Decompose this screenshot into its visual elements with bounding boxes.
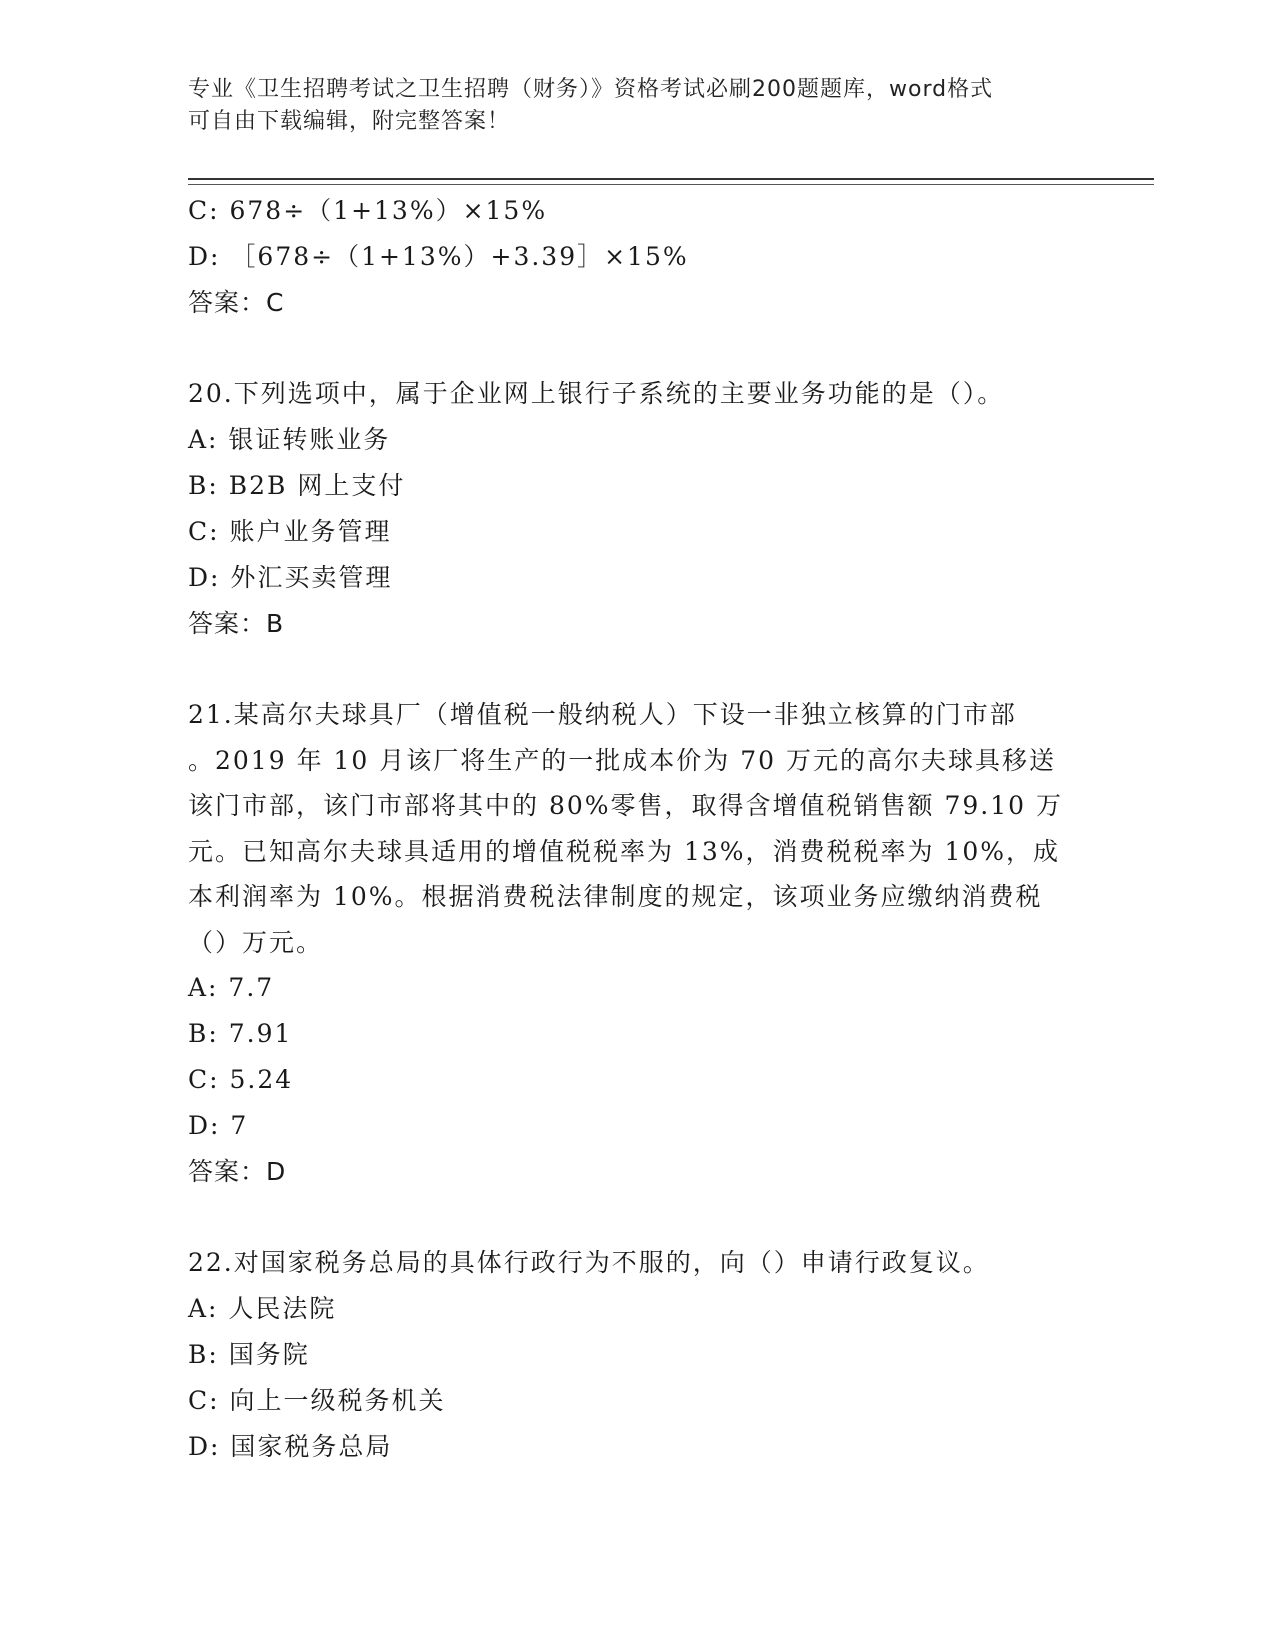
spacer <box>188 647 1088 692</box>
question-20 <box>188 371 1088 647</box>
option-d: D: ［678÷（1+13%）+3.39］×15% <box>188 242 689 271</box>
question-stem-line: 元。已知高尔夫球具适用的增值税税率为 13%，消费税税率为 10%，成 <box>188 836 1061 866</box>
option-c: C: 5.24 <box>188 1065 294 1094</box>
question-22 <box>188 1240 1088 1470</box>
option-c: C: 账户业务管理 <box>188 517 392 546</box>
question-stem <box>188 692 1088 965</box>
question-19-tail <box>188 188 1088 326</box>
option-a: A: 7.7 <box>188 973 275 1002</box>
answer-line: 答案：B <box>188 609 285 638</box>
header-line-1: 专业《卫生招聘考试之卫生招聘（财务）》资格考试必刷200题题库，word格式 <box>188 77 994 102</box>
option-b: B: 国务院 <box>188 1340 310 1369</box>
question-stem: 22.对国家税务总局的具体行政行为不服的，向（）申请行政复议。 <box>188 1248 990 1277</box>
question-stem-line: 该门市部，该门市部将其中的 80%零售，取得含增值税销售额 79.10 万 <box>188 791 1063 820</box>
option-d: D: 外汇买卖管理 <box>188 563 393 592</box>
option-c: C: 向上一级税务机关 <box>188 1386 446 1415</box>
option-b: B: B2B 网上支付 <box>188 471 406 500</box>
header-divider-thick <box>188 178 1154 180</box>
option-a: A: 银证转账业务 <box>188 425 391 454</box>
answer-line: 答案：D <box>188 1157 287 1186</box>
option-d: D: 国家税务总局 <box>188 1432 393 1461</box>
question-list <box>188 188 1088 1470</box>
header-divider-thin <box>188 184 1154 185</box>
answer-line: 答案：C <box>188 288 285 317</box>
option-c: C: 678÷（1+13%）×15% <box>188 196 548 225</box>
question-stem-line: 本利润率为 10%。根据消费税法律制度的规定，该项业务应缴纳消费税 <box>188 882 1043 911</box>
question-stem: 20.下列选项中，属于企业网上银行子系统的主要业务功能的是（）。 <box>188 379 1005 408</box>
option-b: B: 7.91 <box>188 1019 293 1048</box>
question-stem-line: 21.某高尔夫球具厂（增值税一般纳税人）下设一非独立核算的门市部 <box>188 700 1017 729</box>
question-stem-line: （）万元。 <box>188 927 324 957</box>
question-21 <box>188 692 1088 1195</box>
spacer <box>188 1195 1088 1240</box>
option-a: A: 人民法院 <box>188 1294 337 1323</box>
option-d: D: 7 <box>188 1111 249 1140</box>
document-header <box>188 74 1068 138</box>
header-line-2: 可自由下载编辑，附完整答案！ <box>188 109 511 134</box>
spacer <box>188 326 1088 371</box>
question-stem-line: 。2019 年 10 月该厂将生产的一批成本价为 70 万元的高尔夫球具移送 <box>188 745 1056 775</box>
